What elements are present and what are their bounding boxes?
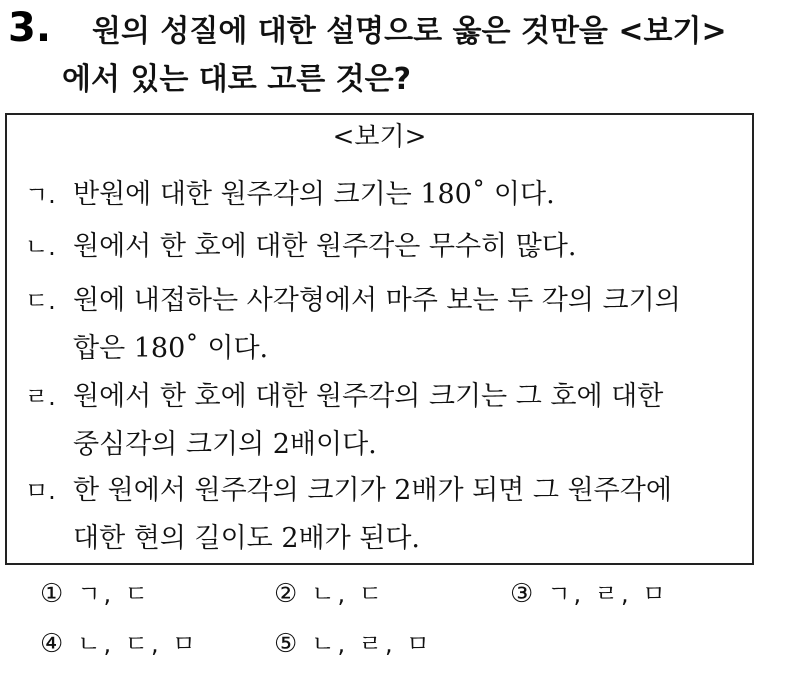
choice-3[interactable] xyxy=(510,576,668,612)
item-marker: ㄱ. xyxy=(25,181,56,209)
question-stem-line-1: 원의 성질에 대한 설명으로 옳은 것만을 <보기> xyxy=(92,14,727,49)
choice-1[interactable] xyxy=(40,576,151,612)
item-marker: ㅁ. xyxy=(25,477,56,505)
item-marker: ㄹ. xyxy=(25,383,56,411)
item-text-continued: 대한 현의 길이도 2배가 된다. xyxy=(73,523,420,554)
item-text: 원에서 한 호에 대한 원주각은 무수히 많다. xyxy=(73,231,577,262)
choice-number: ① xyxy=(40,579,64,609)
choice-answer: ㄴ, ㄷ, ㅁ xyxy=(77,630,199,658)
choice-4[interactable] xyxy=(40,626,198,662)
example-item-e xyxy=(25,467,745,562)
choice-answer: ㄱ, ㄷ xyxy=(77,580,151,608)
choice-number: ② xyxy=(274,579,298,609)
choice-2[interactable] xyxy=(274,576,385,612)
choice-number: ③ xyxy=(510,579,534,609)
item-text-continued: 합은 180˚ 이다. xyxy=(73,333,269,364)
example-item-b xyxy=(25,223,745,271)
choice-5[interactable] xyxy=(274,626,432,662)
item-text: 반원에 대한 원주각의 크기는 180˚ 이다. xyxy=(73,179,555,210)
example-box-title: <보기> xyxy=(332,122,427,152)
choice-number: ④ xyxy=(40,629,64,659)
choice-answer: ㄴ, ㄹ, ㅁ xyxy=(311,630,433,658)
choice-number: ⑤ xyxy=(274,629,298,659)
example-item-c xyxy=(25,277,745,372)
item-marker: ㄴ. xyxy=(25,233,56,261)
item-marker: ㄷ. xyxy=(25,287,56,315)
choice-answer: ㄱ, ㄹ, ㅁ xyxy=(547,580,669,608)
choice-answer: ㄴ, ㄷ xyxy=(311,580,385,608)
question-stem-line-2: 에서 있는 대로 고른 것은? xyxy=(62,62,411,97)
item-text: 원에 내접하는 사각형에서 마주 보는 두 각의 크기의 xyxy=(73,285,681,316)
item-text: 한 원에서 원주각의 크기가 2배가 되면 그 원주각에 xyxy=(73,475,672,506)
example-item-a xyxy=(25,171,745,219)
example-box xyxy=(5,113,754,565)
item-text-continued: 중심각의 크기의 2배이다. xyxy=(73,429,377,460)
item-text: 원에서 한 호에 대한 원주각의 크기는 그 호에 대한 xyxy=(73,381,664,412)
example-item-d xyxy=(25,373,745,468)
question-number: 3. xyxy=(8,5,52,51)
